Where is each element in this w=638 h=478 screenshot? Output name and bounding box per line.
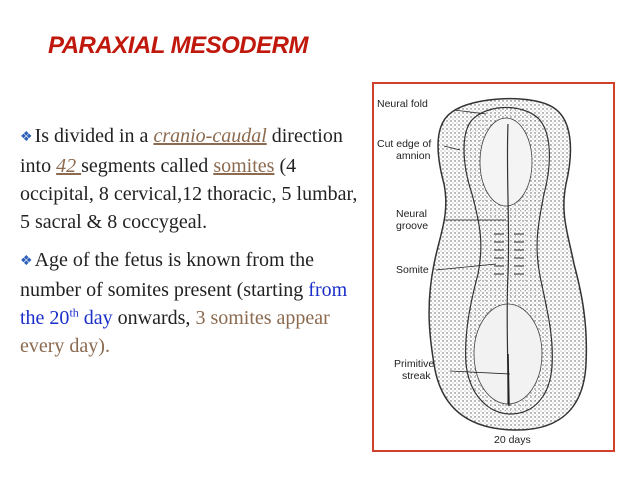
paragraph-fetus-age: ❖ Age of the fetus is known from the number of somites present (starting from the 20th day onwards, 3 somites appear every day). <box>20 249 348 357</box>
diamond-bullet-icon: ❖ <box>20 254 33 269</box>
label-cut-edge-line1: Cut edge of <box>377 138 432 150</box>
label-neural-fold: Neural fold <box>377 98 428 110</box>
slide-body <box>20 122 365 360</box>
link-somites[interactable]: somites <box>213 155 275 177</box>
label-primitive-streak-line2: streak <box>402 370 431 382</box>
link-42[interactable]: 42 <box>56 155 82 177</box>
label-neural-groove-line1: Neural <box>396 208 427 220</box>
primitive-streak <box>508 354 509 406</box>
embryo-figure <box>372 82 615 452</box>
link-cranio-caudal[interactable]: cranio-caudal <box>153 125 267 147</box>
label-cut-edge-line2: amnion <box>396 150 431 162</box>
paragraph-somite-division: ❖ Is divided in a cranio-caudal direction into 42 segments called somites (4 occipital, 8 cervical,12 thoracic, 5 lumbar, 5 sacral & 8 coccygeal. <box>20 125 358 233</box>
diamond-bullet-icon: ❖ <box>20 130 33 145</box>
label-somite: Somite <box>396 264 429 276</box>
slide-title: PARAXIAL MESODERM <box>48 32 308 59</box>
label-20-days: 20 days <box>494 434 531 446</box>
label-neural-groove-line2: groove <box>396 220 429 232</box>
label-primitive-streak-line1: Primitive <box>394 358 435 370</box>
